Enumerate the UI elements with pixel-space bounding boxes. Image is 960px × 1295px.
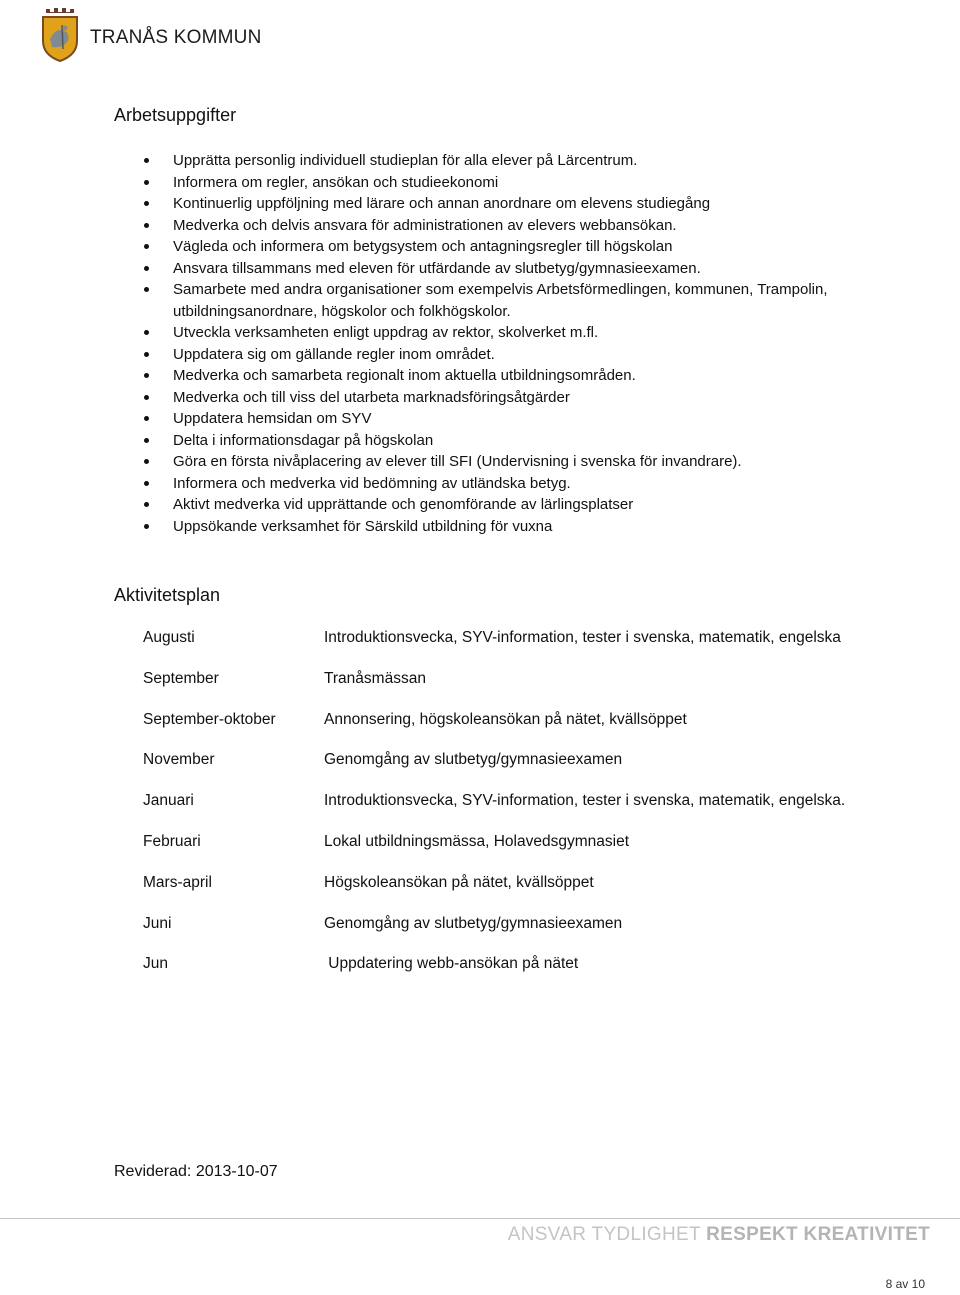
plan-row [143, 667, 903, 708]
task-item: Göra en första nivåplacering av elever till SFI (Undervisning i svenska för invandrare). [173, 451, 893, 473]
plan-activity: Introduktionsvecka, SYV-information, tester i svenska, matematik, engelska. [324, 792, 846, 810]
task-item: Uppsökande verksamhet för Särskild utbildning för vuxna [173, 516, 893, 538]
task-item: Informera och medverka vid bedömning av utländska betyg. [173, 473, 893, 495]
plan-month: Augusti [143, 629, 195, 646]
revision-date: Reviderad: 2013-10-07 [114, 1163, 278, 1180]
task-item: Vägleda och informera om betygsystem och antagningsregler till högskolan [173, 236, 893, 258]
footer-divider [0, 1218, 960, 1219]
task-item: Ansvara tillsammans med eleven för utfärdande av slutbetyg/gymnasieexamen. [173, 258, 893, 280]
plan-heading: Aktivitetsplan [114, 585, 221, 605]
task-item: Utveckla verksamheten enligt uppdrag av rektor, skolverket m.fl. [173, 322, 893, 344]
plan-row [143, 871, 903, 912]
slogan-bold: RESPEKT KREATIVITET [706, 1224, 930, 1245]
tasks-heading: Arbetsuppgifter [114, 105, 237, 125]
plan-row [143, 626, 903, 667]
plan-row [143, 952, 903, 993]
plan-month: Juni [143, 914, 172, 932]
task-item: Informera om regler, ansökan och studieekonomi [173, 172, 893, 194]
plan-activity: Lokal utbildningsmässa, Holavedsgymnasiet [324, 832, 629, 850]
plan-row [143, 789, 903, 830]
task-item: Uppdatera sig om gällande regler inom området. [173, 344, 893, 366]
task-item: Delta i informationsdagar på högskolan [173, 430, 893, 452]
plan-month: Mars-april [143, 873, 212, 891]
tasks-list [173, 150, 893, 537]
page-number: 8 av 10 [885, 1277, 925, 1291]
plan-month: Januari [143, 792, 194, 810]
task-item: Uppdatera hemsidan om SYV [173, 408, 893, 430]
task-item: Medverka och samarbeta regionalt inom aktuella utbildningsområden. [173, 365, 893, 387]
plan-activity: Uppdatering webb-ansökan på nätet [324, 955, 579, 973]
plan-activity: Annonsering, högskoleansökan på nätet, kvällsöppet [324, 710, 687, 728]
plan-activity: Högskoleansökan på nätet, kvällsöppet [324, 873, 594, 891]
task-item: Aktivt medverka vid upprättande och genomförande av lärlingsplatser [173, 494, 893, 516]
footer-slogan [508, 1224, 930, 1246]
page-header [40, 4, 262, 64]
task-item: Upprätta personlig individuell studieplan för alla elever på Lärcentrum. [173, 150, 893, 172]
plan-row [143, 708, 903, 749]
plan-month: September-oktober [143, 710, 276, 728]
plan-row [143, 830, 903, 871]
task-item: Kontinuerlig uppföljning med lärare och annan anordnare om elevens studiegång [173, 193, 893, 215]
coat-of-arms-logo [40, 5, 80, 63]
task-item: Medverka och delvis ansvara för administrationen av elevers webbansökan. [173, 215, 893, 237]
plan-activity: Tranåsmässan [324, 669, 426, 687]
plan-month: Februari [143, 832, 201, 850]
plan-activity: Genomgång av slutbetyg/gymnasieexamen [324, 914, 623, 932]
slogan-light: ANSVAR TYDLIGHET [507, 1224, 707, 1245]
plan-row [143, 748, 903, 789]
plan-activity: Introduktionsvecka, SYV-information, tester i svenska, matematik, engelska [324, 629, 841, 646]
activity-plan-table [143, 626, 903, 993]
plan-month: Jun [143, 955, 168, 973]
municipality-name: TRANÅS KOMMUN [90, 27, 262, 48]
plan-month: September [143, 669, 219, 687]
plan-row [143, 912, 903, 953]
task-item: Samarbete med andra organisationer som exempelvis Arbetsförmedlingen, kommunen, Trampolin, utbildningsanordnare, högskolor och folkhögskolor. [173, 279, 893, 322]
task-item: Medverka och till viss del utarbeta marknadsföringsåtgärder [173, 387, 893, 409]
plan-activity: Genomgång av slutbetyg/gymnasieexamen [324, 751, 623, 769]
plan-month: November [143, 751, 215, 769]
